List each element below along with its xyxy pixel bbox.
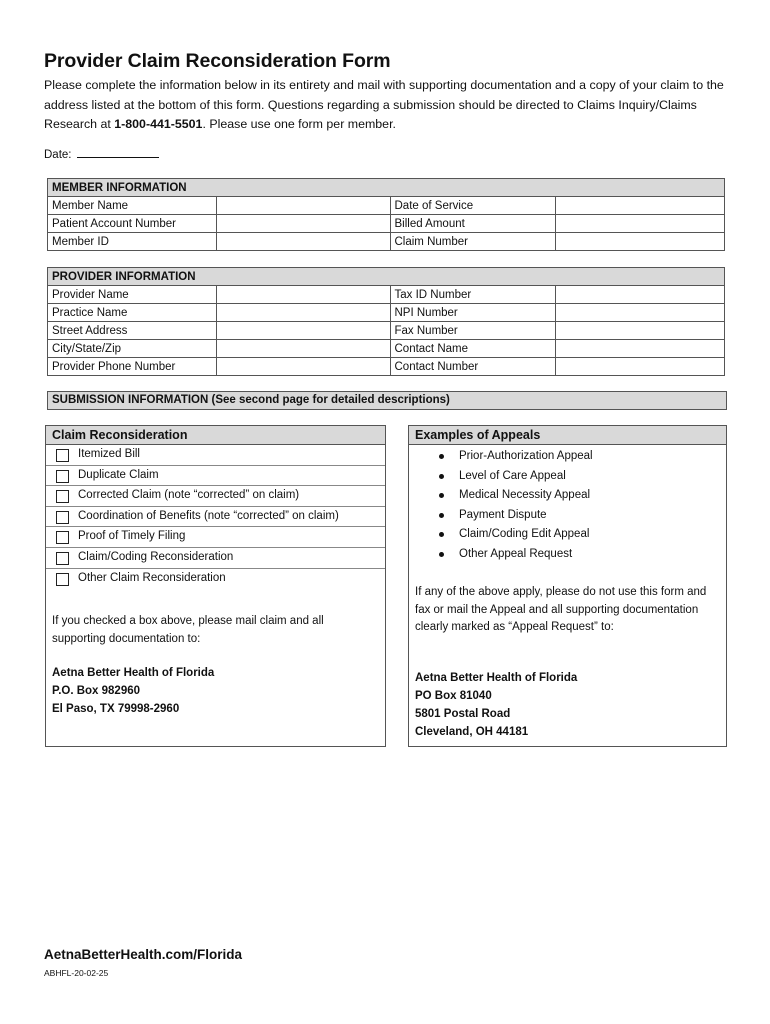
list-item (409, 467, 726, 487)
bullet-icon (439, 493, 444, 498)
claim-number-input[interactable] (555, 233, 724, 251)
intro-text: Please complete the information below in its entirety and mail with supporting documentation and a copy of your claim to the address listed at the bottom of this form. Questions regarding a submission should be directed to Claims Inquiry/Claims Research at (44, 78, 724, 131)
bullet-icon (439, 513, 444, 518)
field-label: Fax Number (390, 322, 555, 340)
tax-id-number-input[interactable] (555, 286, 724, 304)
field-label: Tax ID Number (390, 286, 555, 304)
checkbox-label: Itemized Bill (78, 448, 140, 460)
field-label: City/State/Zip (48, 340, 217, 358)
date-field[interactable] (77, 146, 159, 158)
address-line: P.O. Box 982960 (52, 685, 141, 697)
list-item (409, 486, 726, 506)
member-information-heading: MEMBER INFORMATION (48, 179, 725, 197)
claim-reconsideration-panel (45, 425, 386, 747)
field-label: Provider Phone Number (48, 358, 217, 376)
field-label: NPI Number (390, 304, 555, 322)
practice-name-input[interactable] (217, 304, 390, 322)
intro-text-end: . Please use one form per member. (202, 117, 396, 131)
field-label: Member ID (48, 233, 217, 251)
checklist-item (46, 569, 385, 589)
checkbox-label: Other Claim Reconsideration (78, 571, 226, 584)
provider-phone-number-input[interactable] (217, 358, 390, 376)
list-item-label: Prior-Authorization Appeal (459, 450, 593, 462)
address-line: Cleveland, OH 44181 (415, 726, 529, 738)
provider-information-table (47, 267, 725, 376)
address-line: El Paso, TX 79998-2960 (52, 703, 180, 715)
intro-paragraph (44, 76, 734, 135)
field-label: Member Name (48, 197, 217, 215)
claim-mailing-address (52, 664, 214, 718)
list-item-label: Medical Necessity Appeal (459, 489, 591, 502)
checkbox-claim-coding-reconsideration[interactable] (56, 552, 69, 565)
checklist-item (46, 466, 385, 487)
member-information-table (47, 178, 725, 251)
checklist-item (46, 486, 385, 507)
bullet-icon (439, 474, 444, 479)
footer-website: AetnaBetterHealth.com/Florida (44, 947, 243, 962)
checklist-item (46, 548, 385, 569)
member-name-input[interactable] (217, 197, 390, 215)
field-label: Contact Name (390, 340, 555, 358)
appeals-list (409, 445, 726, 565)
claim-mailing-instructions: If you checked a box above, please mail claim and all supporting documentation to: (52, 615, 324, 645)
date-of-service-input[interactable] (555, 197, 724, 215)
date-label: Date: (44, 149, 72, 161)
form-code: ABHFL-20-02-25 (44, 968, 109, 978)
bullet-icon (439, 532, 444, 537)
checkbox-label: Duplicate Claim (78, 468, 159, 481)
list-item-label: Other Appeal Request (459, 547, 573, 560)
member-id-input[interactable] (217, 233, 390, 251)
checklist-item (46, 507, 385, 528)
npi-number-input[interactable] (555, 304, 724, 322)
field-label: Claim Number (390, 233, 555, 251)
checkbox-label: Coordination of Benefits (note “corrected” on claim) (78, 509, 339, 522)
bullet-icon (439, 454, 444, 459)
checkbox-itemized-bill[interactable] (56, 449, 69, 462)
claim-reconsideration-heading: Claim Reconsideration (46, 426, 385, 445)
list-item (409, 447, 726, 467)
address-line: Aetna Better Health of Florida (52, 667, 215, 679)
list-item (409, 525, 726, 545)
appeal-mailing-address (415, 669, 577, 741)
examples-of-appeals-panel (408, 425, 727, 747)
page-title: Provider Claim Reconsideration Form (44, 50, 391, 72)
field-label: Patient Account Number (48, 215, 217, 233)
checklist-item (46, 527, 385, 548)
billed-amount-input[interactable] (555, 215, 724, 233)
checklist-item (46, 445, 385, 466)
address-line: PO Box 81040 (415, 690, 492, 702)
list-item-label: Level of Care Appeal (459, 469, 566, 482)
claims-phone-number: 1-800-441-5501 (114, 117, 203, 131)
list-item-label: Claim/Coding Edit Appeal (459, 528, 590, 541)
checkbox-duplicate-claim[interactable] (56, 470, 69, 483)
field-label: Contact Number (390, 358, 555, 376)
address-line: Aetna Better Health of Florida (415, 672, 578, 684)
date-row (44, 146, 159, 161)
provider-information-heading: PROVIDER INFORMATION (48, 268, 725, 286)
checkbox-label: Corrected Claim (note “corrected” on claim) (78, 489, 300, 502)
checkbox-proof-of-timely-filing[interactable] (56, 531, 69, 544)
list-item (409, 506, 726, 526)
field-label: Practice Name (48, 304, 217, 322)
fax-number-input[interactable] (555, 322, 724, 340)
checkbox-corrected-claim[interactable] (56, 490, 69, 503)
address-line: 5801 Postal Road (415, 708, 511, 720)
street-address-input[interactable] (217, 322, 390, 340)
field-label: Date of Service (390, 197, 555, 215)
checkbox-other-claim-reconsideration[interactable] (56, 573, 69, 586)
examples-of-appeals-heading: Examples of Appeals (409, 426, 726, 445)
contact-name-input[interactable] (555, 340, 724, 358)
checkbox-coordination-of-benefits[interactable] (56, 511, 69, 524)
city-state-zip-input[interactable] (217, 340, 390, 358)
appeal-instructions: If any of the above apply, please do not use this form and fax or mail the Appeal and all supporting documentation clearly marked as “Appeal Request” to: (415, 586, 707, 633)
bullet-icon (439, 552, 444, 557)
submission-information-heading: SUBMISSION INFORMATION (See second page for detailed descriptions) (47, 391, 727, 410)
contact-number-input[interactable] (555, 358, 724, 376)
checkbox-label: Proof of Timely Filing (78, 530, 186, 543)
list-item (409, 545, 726, 565)
checkbox-label: Claim/Coding Reconsideration (78, 550, 234, 563)
provider-name-input[interactable] (217, 286, 390, 304)
list-item-label: Payment Dispute (459, 508, 547, 521)
claim-reconsideration-checklist (46, 445, 385, 588)
patient-account-number-input[interactable] (217, 215, 390, 233)
field-label: Provider Name (48, 286, 217, 304)
field-label: Street Address (48, 322, 217, 340)
field-label: Billed Amount (390, 215, 555, 233)
